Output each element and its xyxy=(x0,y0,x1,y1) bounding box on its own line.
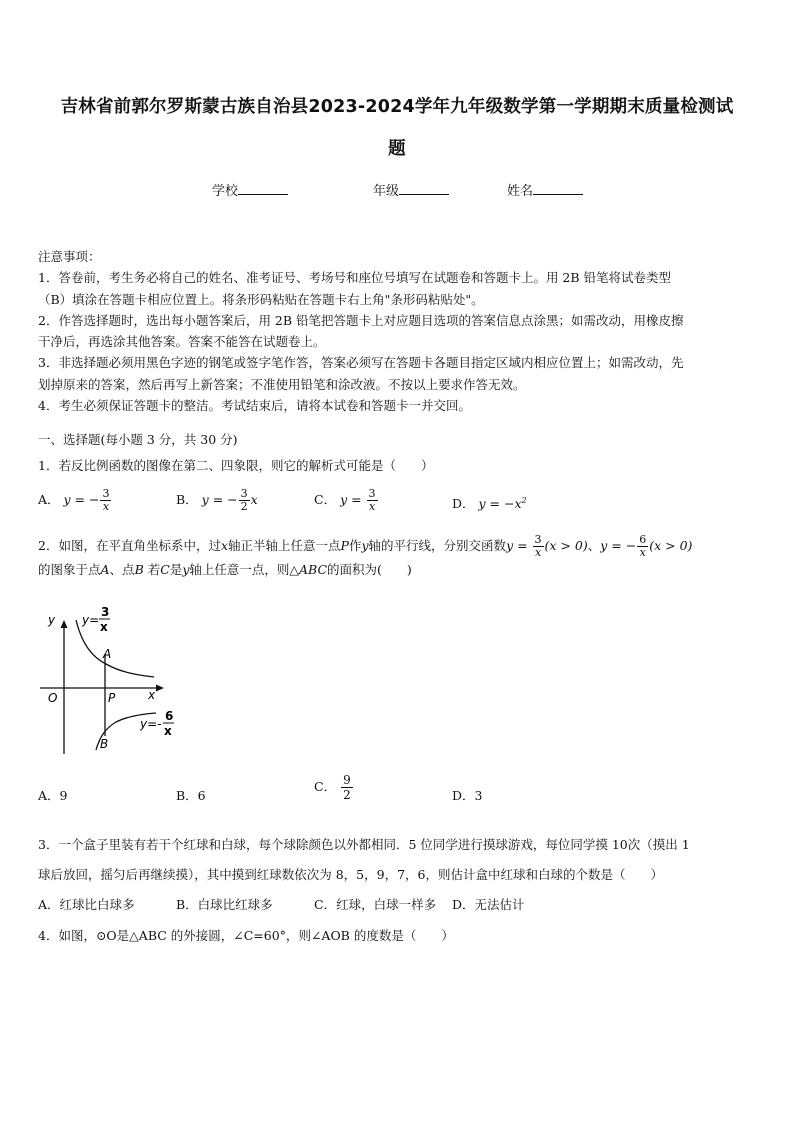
q3-option-b: B．白球比红球多 xyxy=(176,897,273,912)
formula: y = $\frac{3}{x}$ xyxy=(340,487,376,513)
x-axis-arrow xyxy=(156,685,164,692)
exam-title xyxy=(30,86,764,170)
stem-text: 轴上任意一点，则 xyxy=(189,562,290,577)
notice-line: 干净后，再选涂其他答案。答案不能答在试题卷上。 xyxy=(38,334,326,350)
name-label: 姓名 xyxy=(507,184,534,199)
notice-heading: 注意事项： xyxy=(38,249,101,264)
formula: $y = -x^2$ xyxy=(478,495,527,511)
point-p-label: P xyxy=(108,691,116,705)
question-1-stem: 1．若反比例函数的图像在第二、四象限，则它的解析式可能是（ ） xyxy=(38,458,434,473)
q1-option-b xyxy=(176,488,258,513)
stem-line: 球后放回，摇匀后再继续摸），其中摸到红球数依次为 8，5，9，7，6，则估计盒中红球和白球的个数是（ ） xyxy=(38,867,663,882)
q3-option-c: C．红球，白球一样多 xyxy=(314,897,437,912)
y-axis-label: y xyxy=(48,613,56,627)
y-axis-arrow xyxy=(61,620,68,628)
grade-field xyxy=(373,180,449,199)
notice-line: 4．考生必须保证答题卡的整洁。考试结束后，请将本试卷和答题卡一并交回。 xyxy=(38,398,471,414)
q3-option-d: D．无法估计 xyxy=(452,897,525,912)
q2-option-d: D．3 xyxy=(452,788,483,803)
f2-numerator: 6 xyxy=(165,709,174,723)
title-line-1: 吉林省前郭尔罗斯蒙古族自治县2023-2024学年九年级数学第一学期期末质量检测试 xyxy=(60,97,734,117)
stem-text: 轴正半轴上任意一点 xyxy=(228,538,341,553)
q1-option-d xyxy=(452,494,527,512)
notice-line: （B）填涂在答题卡相应位置上。将条形码粘贴在答题卡右上角"条形码粘贴处"。 xyxy=(38,291,484,307)
stem-line: 3．一个盒子里装有若干个红球和白球，每个球除颜色以外都相同．5 位同学进行摸球游戏，每位同学摸 10次（摸出 1 xyxy=(38,837,690,852)
grade-label: 年级 xyxy=(373,184,400,199)
section-heading: 一、选择题(每小题 3 分，共 30 分) xyxy=(38,432,238,447)
q3-option-a: A．红球比白球多 xyxy=(38,897,135,912)
school-label: 学校 xyxy=(212,184,239,199)
school-field xyxy=(212,180,288,199)
grade-blank xyxy=(399,182,449,195)
school-blank xyxy=(238,182,288,195)
f1-numerator: 3 xyxy=(101,605,110,619)
q2-option-a: A．9 xyxy=(38,788,68,803)
option-letter: B． xyxy=(176,492,198,507)
curve-3-over-x xyxy=(76,620,154,677)
point-b-label: B xyxy=(100,737,109,751)
q1-option-a xyxy=(38,488,112,513)
notice-line: 2．作答选择题时，选出每小题答案后，用 2B 铅笔把答题卡上对应题目选项的答案信息点涂黑；如需改动，用橡皮擦 xyxy=(38,312,684,328)
name-blank xyxy=(533,182,583,195)
option-letter: A． xyxy=(38,492,60,507)
f1-denominator: x xyxy=(100,620,108,634)
notice-line: 1．答卷前，考生务必将自己的姓名、准考证号、考场号和座位号填写在试题卷和答题卡上。用 2B 铅笔将试卷类型 xyxy=(38,270,672,286)
f2-label: y=- xyxy=(140,717,162,731)
function-graph xyxy=(36,602,176,758)
denominator: 2 xyxy=(343,788,351,802)
option-letter: D． xyxy=(452,496,475,511)
f2-denominator: x xyxy=(164,724,172,738)
numerator: 9 xyxy=(343,773,351,787)
notice-block xyxy=(38,246,758,416)
formula: y = − $\frac{3}{x}$ xyxy=(63,487,110,513)
stem-text: 若 xyxy=(147,562,161,577)
f1-label: y= xyxy=(82,613,100,627)
question-3-stem xyxy=(38,830,760,890)
question-2-stem: 2．如图，在平直角坐标系中，过x轴正半轴上任意一点P作y轴的平行线，分别交函数y = $\frac{3}{x}$ (x > 0)、y = − $\frac{6}{x}$ (x > 0) 的图象于点A、点B 若C是y轴上任意一点，则△ABC的面积为( ) xyxy=(38,533,693,577)
q1-option-c xyxy=(314,488,379,513)
formula: y = − $\frac{3}{2}$ x xyxy=(201,487,258,513)
stem-text: 作 xyxy=(348,538,362,553)
stem-text: 是 xyxy=(169,562,183,577)
stem-text: 的面积为( ) xyxy=(327,562,412,577)
notice-line: 划掉原来的答案，然后再写上新答案；不准使用铅笔和涂改液。不按以上要求作答无效。 xyxy=(38,376,526,392)
notice-line: 3．非选择题必须用黑色字迹的钢笔或签字笔作答，答案必须写在答题卡各题目指定区域内相应位置上；如需改动，先 xyxy=(38,355,684,371)
option-letter: C． xyxy=(314,779,337,794)
q2-option-c xyxy=(314,773,354,802)
stem-text: 的图象于点 xyxy=(38,562,101,577)
fraction xyxy=(341,773,353,802)
stem-text: 2．如图，在平直角坐标系中，过 xyxy=(38,538,221,553)
point-a-label: A xyxy=(103,647,112,661)
q2-option-b: B．6 xyxy=(176,788,206,803)
question-4-stem: 4．如图，⊙O是△ABC 的外接圆，∠C=60°，则∠AOB 的度数是（ ） xyxy=(38,928,454,943)
option-letter: C． xyxy=(314,492,337,507)
name-field xyxy=(507,180,583,199)
origin-label: O xyxy=(48,691,58,705)
x-axis-label: x xyxy=(148,688,156,702)
title-line-2: 题 xyxy=(388,139,406,159)
stem-text: 轴的平行线，分别交函数 xyxy=(368,538,507,553)
